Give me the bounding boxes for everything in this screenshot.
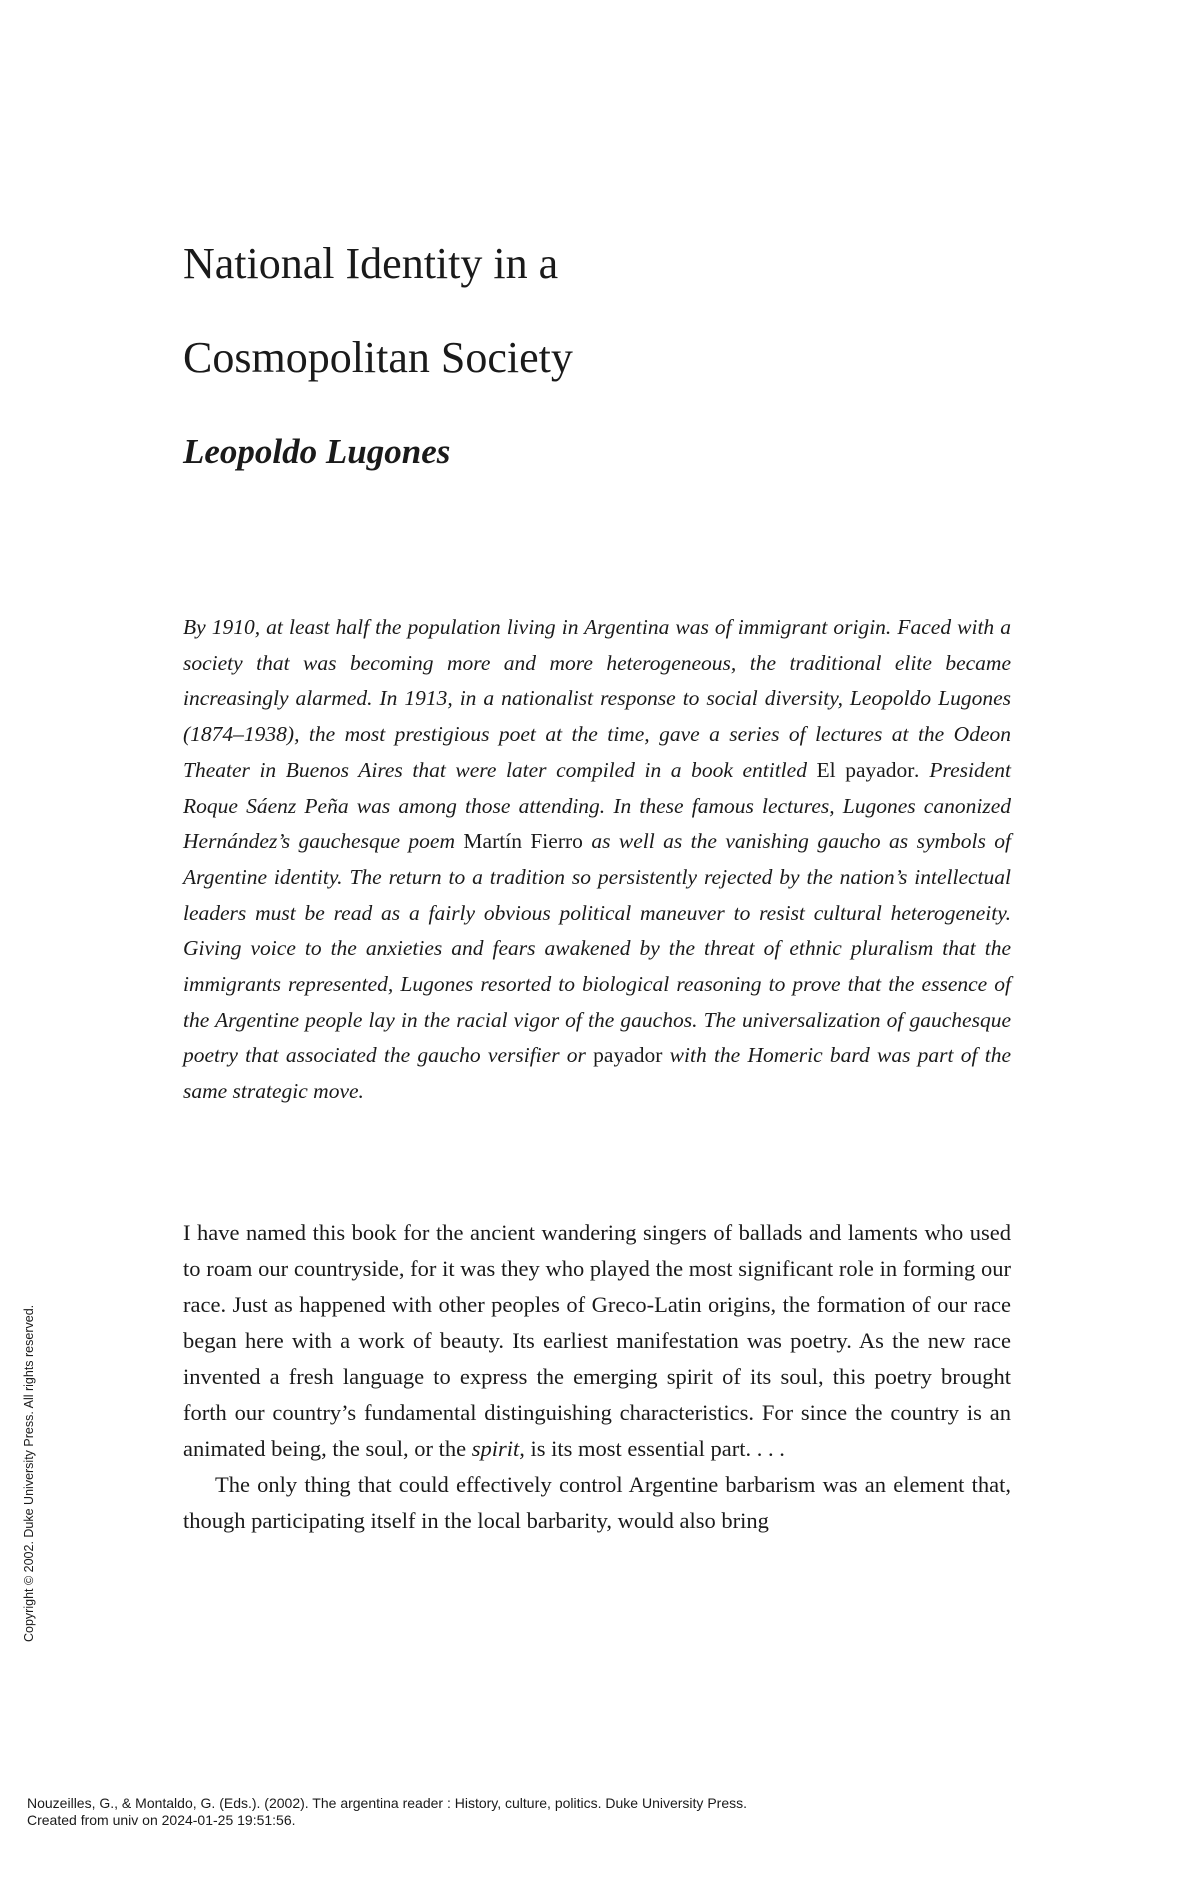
- body-paragraph-1-text-b: is its most essential part. . . .: [524, 1436, 785, 1461]
- book-title-el-payador: El payador: [816, 757, 915, 782]
- author-name: Leopoldo Lugones: [183, 432, 451, 471]
- book-title-martin-fierro: Martín Fierro: [463, 829, 583, 854]
- main-text: [183, 1215, 1011, 1539]
- body-paragraph-1: [183, 1215, 1011, 1467]
- chapter-title-line-1: National Identity in a: [183, 239, 559, 288]
- created-timestamp: Created from univ on 2024-01-25 19:51:56.: [27, 1812, 296, 1828]
- citation-footer: [27, 1795, 747, 1829]
- citation-line: Nouzeilles, G., & Montaldo, G. (Eds.). (2002). The argentina reader : History, culture, politics. Duke University Press.: [27, 1795, 747, 1811]
- term-payador: payador: [593, 1043, 663, 1068]
- editorial-introduction: [183, 610, 1011, 1110]
- intro-text-3: as well as the vanishing gaucho as symbols of Argentine identity. The return to a tradition so persistently rejected by the nation’s intellectual leaders must be read as a fairly obvious political maneuver to resist cultural heterogeneity. Giving voice to the anxieties and fears awakened by the threat of ethnic pluralism that the immigrants represented, Lugones resorted to biological reasoning to prove that the essence of the Argentine people lay in the racial vigor of the gauchos. The universalization of gauchesque poetry that associated the gaucho versifier or: [183, 829, 1011, 1068]
- body-paragraph-2: The only thing that could effectively control Argentine barbarism was an element that, though participating itself in the local barbarity, would also bring: [183, 1472, 1011, 1533]
- body-paragraph-1-text-a: I have named this book for the ancient wandering singers of ballads and laments who used to roam our countryside, for it was they who played the most significant role in forming our race. Just as happened with other peoples of Greco-Latin origins, the formation of our race began here with a work of beauty. Its earliest manifestation was poetry. As the new race invented a fresh language to express the emerging spirit of its soul, this poetry brought forth our country’s fundamental distinguishing characteristics. For since the country is an animated being, the soul, or the: [183, 1220, 1011, 1461]
- body-paragraph-1-emphasis: spirit,: [471, 1436, 525, 1461]
- chapter-title-line-2: Cosmopolitan Society: [183, 333, 573, 382]
- intro-text-1: By 1910, at least half the population living in Argentina was of immigrant origin. Faced with a society that was becoming more and more heterogeneous, the traditional elite became increasingly alarmed. In 1913, in a nationalist response to social diversity, Leopoldo Lugones (1874–1938), the most prestigious poet at the time, gave a series of lectures at the Odeon Theater in Buenos Aires that were later compiled in a book entitled: [183, 615, 1011, 782]
- copyright-margin-note: Copyright © 2002. Duke University Press. All rights reserved.: [22, 1304, 36, 1642]
- intro-text-4: with the Homeric bard was part of the same strategic move.: [183, 1043, 1012, 1104]
- intro-text-2: . President Roque Sáenz Peña was among those attending. In these famous lectures, Lugones canonized Hernández’s gauchesque poem: [183, 757, 1011, 854]
